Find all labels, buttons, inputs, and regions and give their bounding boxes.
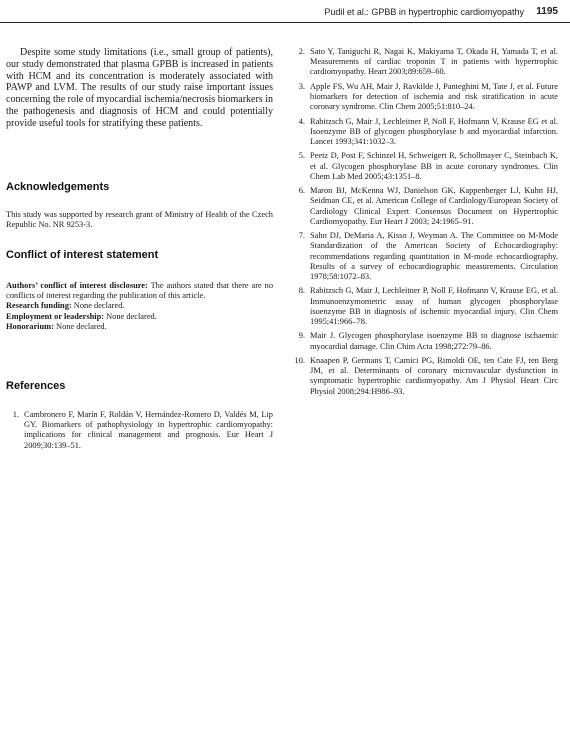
reference-number: 2.	[298, 47, 305, 56]
reference-number: 3.	[298, 81, 305, 91]
honorarium-text: None declared.	[53, 321, 107, 331]
research-funding	[6, 301, 273, 311]
authors-disclosure	[6, 281, 273, 301]
reference-text: Rabitzsch G, Mair J, Lechleitner P, Noll F, Hofmann V, Krause EG, et al. Immunoenzymometric assay of human glycogen phosphorylase isoenzyme BB in diagnosis of ischemic myocardial injury. Clin Chem 1995;41:966–78.	[310, 286, 558, 326]
left-column	[6, 47, 274, 450]
reference-number: 10.	[294, 355, 305, 365]
reference-number: 4.	[298, 116, 305, 126]
reference-number: 7.	[298, 231, 305, 241]
page-number: 1195	[536, 6, 558, 17]
acknowledgements-text: This study was supported by research grant of Ministry of Health of the Czech Republic No. NR 9253-3.	[6, 210, 273, 230]
reference-item	[292, 117, 558, 148]
reference-number: 5.	[298, 151, 305, 161]
references-list-right	[292, 47, 558, 401]
conflict-disclosures	[6, 281, 273, 332]
reference-item	[292, 331, 558, 351]
reference-item	[292, 286, 558, 327]
reference-text: Peetz D, Post F, Schinzel H, Schweigert R, Schollmayer C, Steinbach K, et al. Glycogen phosphorylase BB in acute coronary syndromes. Clin Chem Lab Med 2005;43:1351–8.	[310, 151, 558, 181]
reference-number: 1.	[12, 410, 19, 419]
reference-text: Maron BJ, McKenna WJ, Danielson GK, Kappenberger LJ, Kuhn HJ, Seidman CE, et al. American College of Cardiology/European Society of Cardiology Clinical Expert Consensus Document on Hypertrophic Cardiomyopathy. Eur Heart J 2003; 24:1965–91.	[310, 186, 558, 226]
conflict-heading: Conflict of interest statement	[6, 249, 159, 261]
authors-disclosure-text: The authors stated that there are no conflicts of interest regarding the publication of this article.	[6, 281, 274, 301]
reference-item	[6, 410, 273, 451]
reference-text: Cambronero F, Marín F, Roldán V, Hernández-Romero D, Valdés M, Lip GY. Biomarkers of pathophysiology in hypertrophic cardiomyopathy: implications for clinical management and prognosis. Eur Heart J 2009;30:139–51.	[24, 410, 273, 450]
references-list-left	[6, 410, 273, 455]
honorarium-label: Honorarium:	[6, 321, 54, 331]
reference-number: 8.	[298, 286, 305, 296]
reference-number: 6.	[298, 186, 305, 196]
research-funding-label: Research funding:	[6, 301, 72, 311]
reference-number: 9.	[298, 331, 305, 341]
employment-leadership-label: Employment or leadership:	[6, 311, 105, 321]
reference-item	[292, 186, 558, 227]
reference-text: Knaapen P, Germans T, Camici PG, Rimoldi OE, ten Cate FJ, ten Berg JM, et al. Determinants of coronary microvascular dysfunction in symptomatic hypertrophic cardiomyopathy. Am J Physiol Heart Circ Physiol 2008;294:H986–93.	[310, 355, 558, 396]
conclusion-paragraph: Despite some study limitations (i.e., small group of patients), our study demonstrated that plasma GPBB is increased in patients with HCM and its concentration is moderately associated with PAWP and LVM. The results of our study raise important issues concerning the role of myocardial ischemia/necrosis biomarkers in the pathogenesis and diagnosis of HCM and could potentially provide useful tools for stratifying these patients.	[6, 47, 273, 129]
header-rule	[0, 22, 570, 23]
references-heading: References	[6, 380, 66, 392]
reference-item	[292, 356, 558, 397]
reference-text: Apple FS, Wu AH, Mair J, Ravkilde J, Panteghini M, Tate J, et al. Future biomarkers for detection of ischemia and risk stratification in acute coronary syndrome. Clin Chem 2005;51:810–24.	[310, 81, 558, 112]
reference-item	[292, 82, 558, 113]
employment-leadership-text: None declared.	[104, 311, 157, 321]
reference-text: Sahn DJ, DeMaria A, Kisso J, Weyman A. The Committee on M-Mode Standardization of the American Society of Echocardiography: recommendations regarding quantitation in M-mode echocardiography. Results of a survey of echocardiographic measurements. Circulation 1978;58:1072–83.	[310, 231, 558, 281]
reference-text: Rabitzsch G, Mair J, Lechleitner P, Noll F, Hofmann V, Krause EG et al. Isoenzyme BB of glycogen phosphorylase b and myocardial infarction. Lancet 1993;341:1032–3.	[310, 116, 558, 146]
reference-text: Sato Y, Taniguchi R, Nagai K, Makiyama T, Okada H, Yamada T, et al. Measurements of cardiac troponin T in patients with hypertrophic cardiomyopathy. Heart 2003;89:659–60.	[310, 47, 558, 77]
reference-item	[292, 47, 558, 78]
reference-text: Mair J. Glycogen phosphorylase isoenzyme BB to diagnose ischaemic myocardial damage. Clin Chim Acta 1998;272:79–86.	[310, 331, 558, 351]
employment-leadership	[6, 312, 273, 322]
research-funding-text: None declared.	[71, 301, 125, 311]
honorarium	[6, 322, 273, 332]
running-head: Pudil et al.: GPBB in hypertrophic cardiomyopathy	[324, 7, 524, 17]
reference-item	[292, 151, 558, 182]
reference-item	[292, 231, 558, 282]
authors-disclosure-label: Authors’ conflict of interest disclosure:	[6, 281, 148, 290]
page-header	[0, 0, 570, 24]
acknowledgements-heading: Acknowledgements	[6, 181, 110, 193]
